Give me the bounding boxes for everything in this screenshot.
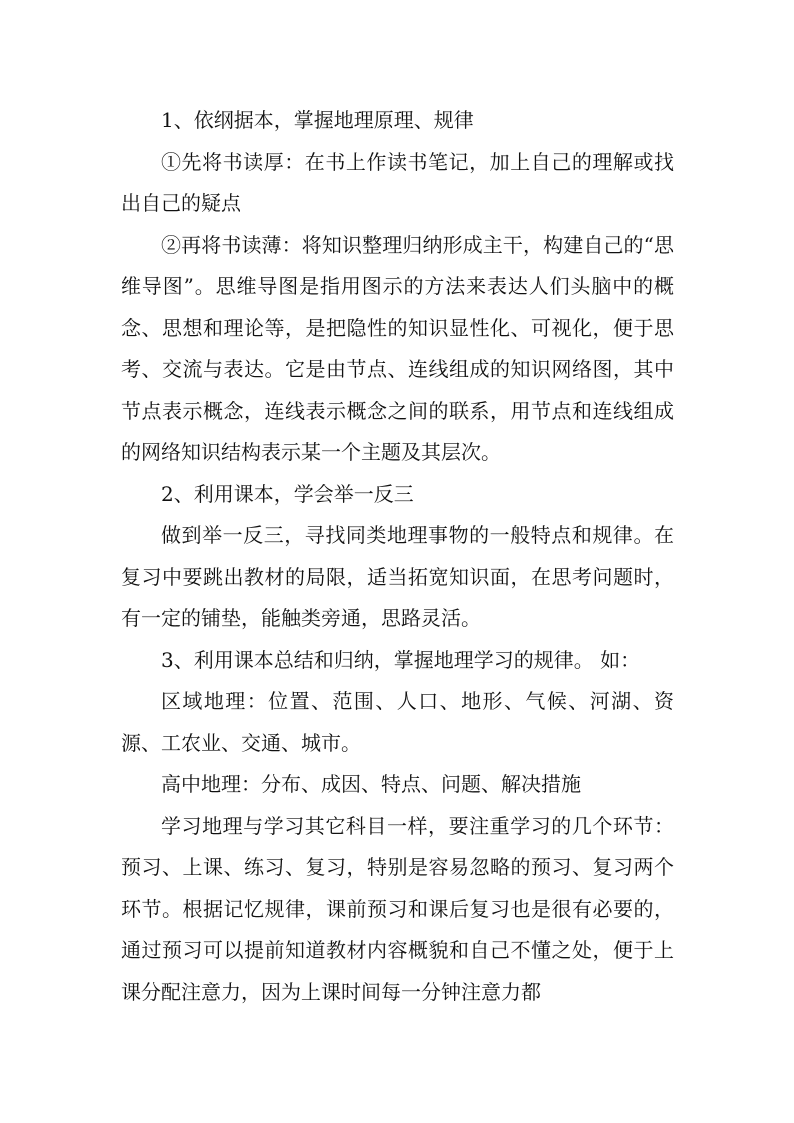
paragraph-regional-geography: 区域地理：位置、范围、人口、地形、气候、河湖、资源、工农业、交通、城市。 xyxy=(121,689,674,755)
heading-1: 1、依纲据本，掌握地理原理、规律 xyxy=(161,108,474,132)
document-body xyxy=(121,100,674,1013)
paragraph-study-steps: 学习地理与学习其它科目一样，要注重学习的几个环节：预习、上课、练习、复习，特别是容易忽略的预习、复习两个环节。根据记忆规律，课前预习和课后复习也是很有必要的，通过预习可以提前知道教材内容概貌和自己不懂之处，便于上课分配注意力，因为上课时间每一分钟注意力都 xyxy=(121,813,674,1004)
paragraph-analogy: 做到举一反三，寻找同类地理事物的一般特点和规律。在复习中要跳出教材的局限，适当拓宽知识面，在思考问题时，有一定的铺垫，能触类旁通，思路灵活。 xyxy=(121,523,674,630)
paragraph-read-thin: ②再将书读薄：将知识整理归纳形成主干，构建自己的“思维导图”。思维导图是指用图示的方法来表达人们头脑中的概念、思想和理论等，是把隐性的知识显性化、可视化，便于思考、交流与表达。它是由节点、连线组成的知识网络图，其中节点表示概念，连线表示概念之间的联系，用节点和连线组成的网络知识结构表示某一个主题及其层次。 xyxy=(121,232,674,464)
paragraph-read-thick: ①先将书读厚：在书上作读书笔记，加上自己的理解或找出自己的疑点 xyxy=(121,149,674,215)
heading-3: 3、利用课本总结和归纳，掌握地理学习的规律。 如： xyxy=(161,647,641,672)
paragraph-high-school-geography: 高中地理：分布、成因、特点、问题、解决措施 xyxy=(161,772,581,796)
heading-2: 2、利用课本，学会举一反三 xyxy=(161,481,414,506)
